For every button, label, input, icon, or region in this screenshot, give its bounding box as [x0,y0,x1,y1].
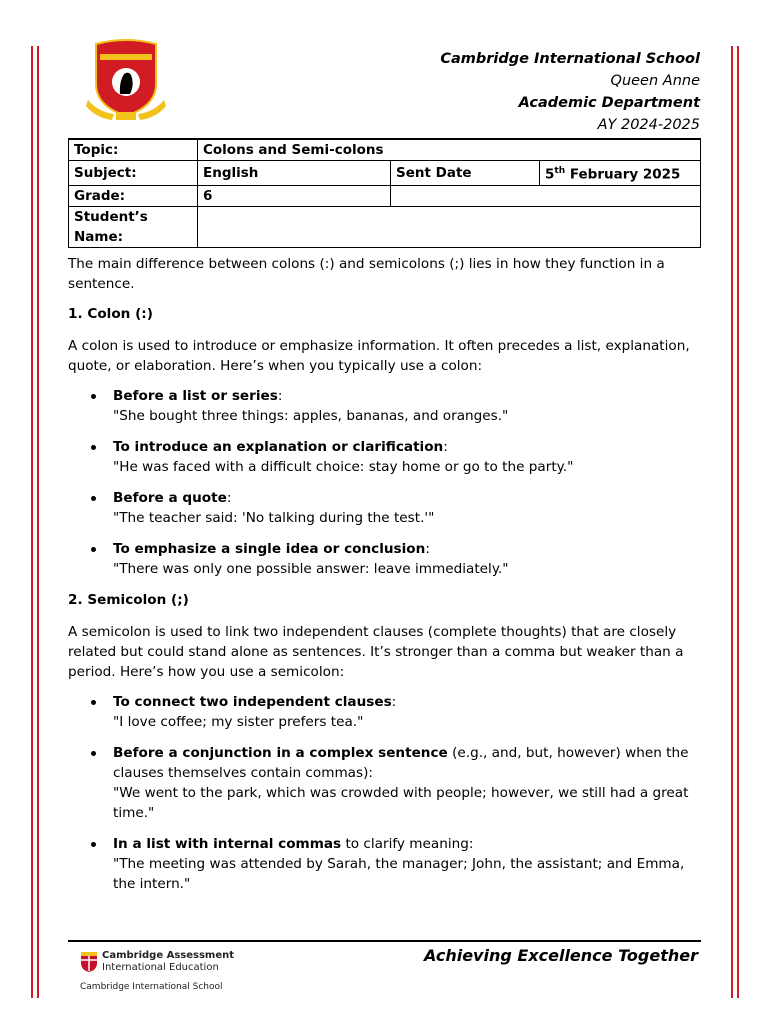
list-item: Before a quote: "The teacher said: 'No talking during the test.'" [113,488,698,528]
lesson-content [68,254,698,905]
student-name-label: Student’s Name: [69,206,198,247]
semicolon-heading: 2. Semicolon (;) [68,592,189,608]
right-red-rule-inner [731,46,733,998]
student-name-field[interactable] [198,206,701,247]
logo-line1: Cambridge Assessment [102,950,235,961]
sent-date-value: 5th February 2025 [540,161,701,186]
topic-row [69,139,701,161]
school-header [440,48,700,136]
right-red-rule-outer [737,46,739,998]
school-crest-logo [86,38,166,124]
subject-row [69,161,701,186]
student-name-row [69,206,701,247]
subject-value: English [198,161,391,186]
grade-row [69,185,701,206]
topic-label: Topic: [69,139,198,161]
list-item: To connect two independent clauses: "I love coffee; my sister prefers tea." [113,692,698,732]
school-name: Cambridge International School [440,51,700,67]
topic-value: Colons and Semi-colons [198,139,701,161]
cambridge-shield-icon [80,951,98,973]
department-name: Academic Department [518,95,700,111]
semicolon-usage-list [68,692,698,894]
list-item: To introduce an explanation or clarification: "He was faced with a difficult choice: stay home or go to the party." [113,437,698,477]
footer-slogan: Achieving Excellence Together [423,946,698,965]
academic-year: AY 2024-2025 [597,117,700,133]
grade-label: Grade: [69,185,198,206]
footer-divider [68,940,701,942]
grade-value: 6 [198,185,391,206]
cambridge-assessment-logo [80,950,234,992]
semicolon-intro: A semicolon is used to link two independent clauses (complete thoughts) that are closely related but could stand alone as sentences. It’s stronger than a comma but weaker than a period. Here’s how you use a semicolon: [68,624,684,680]
campus-name: Queen Anne [610,73,700,89]
sent-date-label: Sent Date [391,161,540,186]
logo-line2: International Education [102,962,219,973]
colon-usage-list [68,386,698,579]
list-item: To emphasize a single idea or conclusion: "There was only one possible answer: leave immediately." [113,539,698,579]
logo-subtitle: Cambridge International School [80,982,223,992]
list-item: Before a list or series: "She bought three things: apples, bananas, and oranges." [113,386,698,426]
list-item: Before a conjunction in a complex sentence (e.g., and, but, however) when the clauses themselves contain commas): "We went to the park, which was crowded with people; however, we still had a great time." [113,743,698,823]
left-red-rule-outer [31,46,33,998]
intro-paragraph: The main difference between colons (:) and semicolons (;) lies in how they function in a sentence. [68,256,665,292]
subject-label: Subject: [69,161,198,186]
grade-empty-cell [391,185,701,206]
colon-heading: 1. Colon (:) [68,306,153,322]
list-item: In a list with internal commas to clarify meaning: "The meeting was attended by Sarah, the manager; John, the assistant; and Emma, the intern." [113,834,698,894]
worksheet-info-table [68,138,701,248]
colon-intro: A colon is used to introduce or emphasize information. It often precedes a list, explanation, quote, or elaboration. Here’s when you typically use a colon: [68,338,690,374]
left-red-rule-inner [37,46,39,998]
